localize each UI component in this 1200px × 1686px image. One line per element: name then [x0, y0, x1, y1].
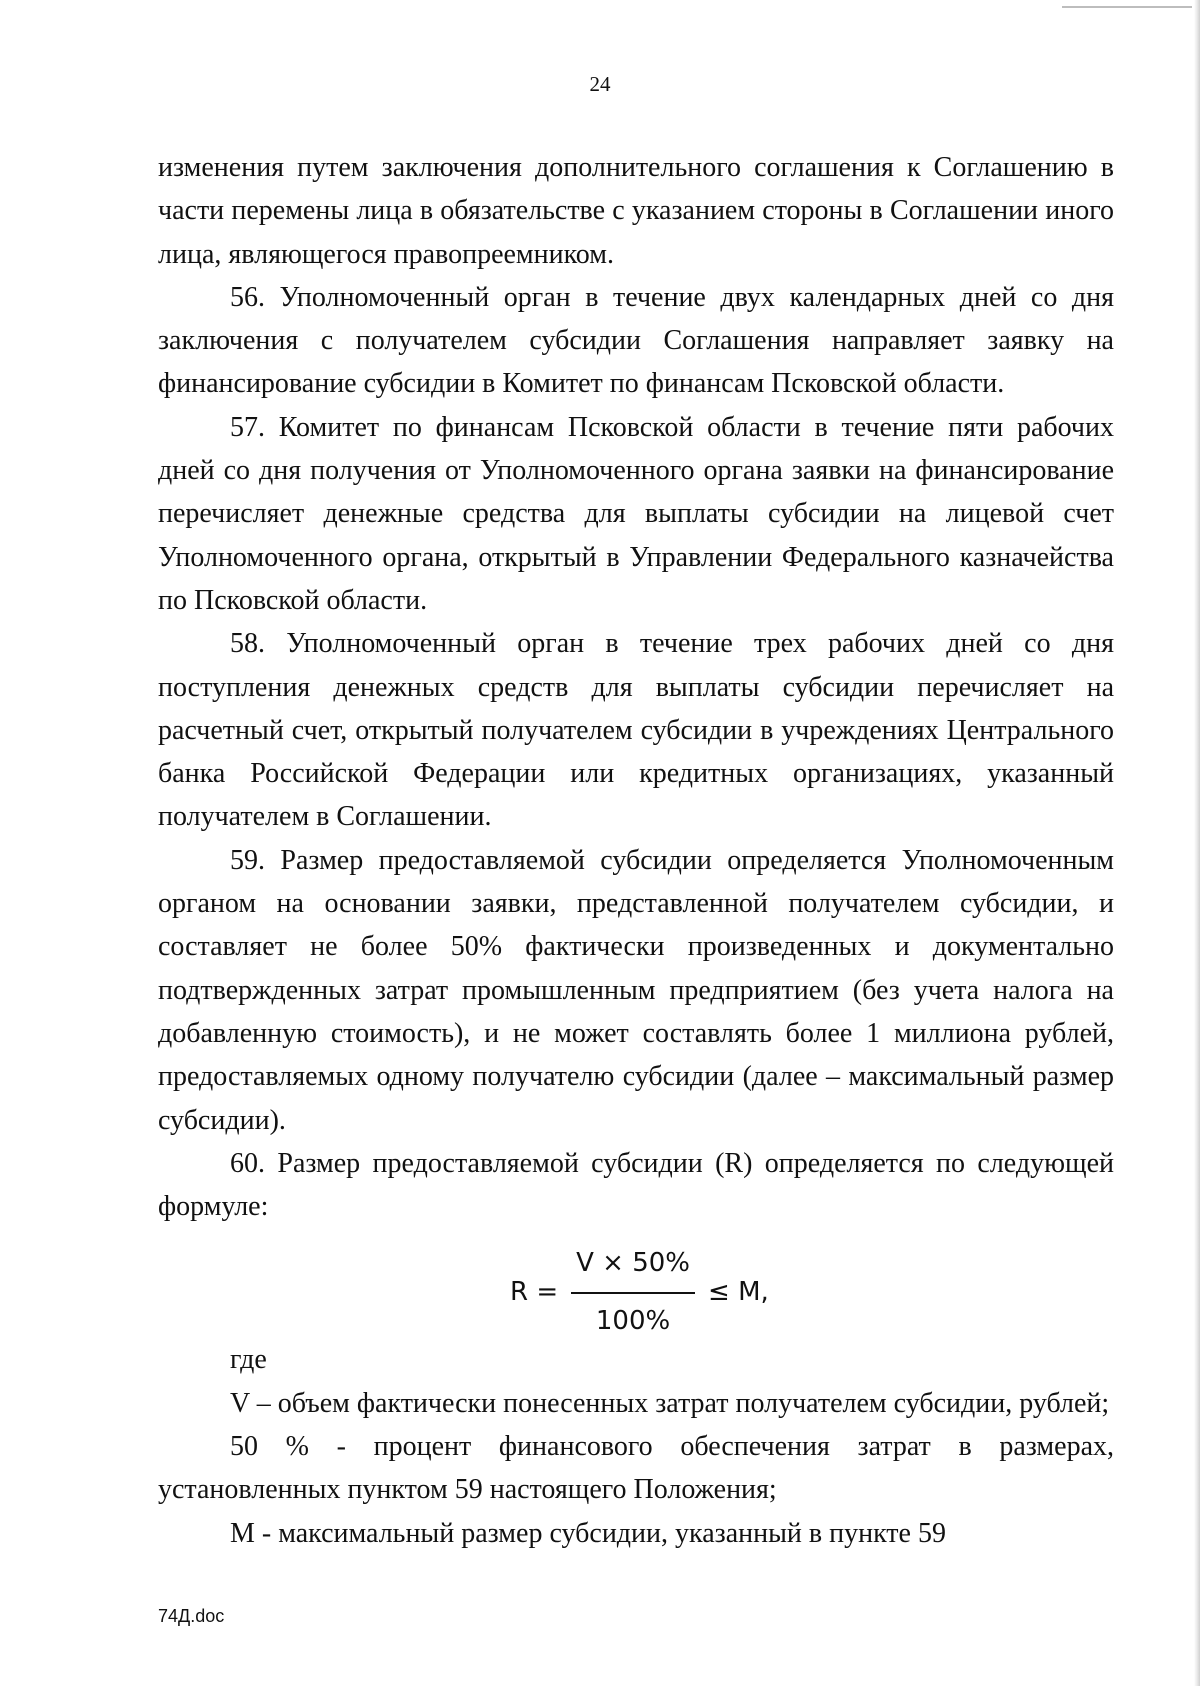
paragraph-58: 58. Уполномоченный орган в течение трех рабочих дней со дня поступления денежных средств для выплаты субсидии перечисляет на расчетный счет, открытый получателем субсидии в учреждениях Центрального банка Российской Федерации или кредитных организациях, указанный получателем в Соглашении.	[158, 628, 1114, 833]
page-number: 24	[589, 72, 611, 96]
definition-50-percent: 50 % - процент финансового обеспечения затрат в размерах, установленных пунктом 59 настоящего Положения;	[158, 1431, 1114, 1506]
scan-top-rule	[1062, 6, 1192, 8]
formula-numerator: V × 50%	[576, 1248, 691, 1279]
page-edge-shadow	[1194, 0, 1200, 1686]
definition-v: V – объем фактически понесенных затрат получателем субсидии, рублей;	[230, 1387, 1110, 1419]
paragraph-continuation: изменения путем заключения дополнительного соглашения к Соглашению в части перемены лица в обязательстве с указанием стороны в Соглашении иного лица, являющегося правопреемником.	[158, 152, 1114, 270]
where-label: где	[230, 1344, 267, 1376]
formula-fraction	[570, 1242, 696, 1343]
paragraph-59: 59. Размер предоставляемой субсидии определяется Уполномоченным органом на основании заявки, представленной получателем субсидии, и составляет не более 50% фактически произведенных и документально подтвержденных затрат промышленным предприятием (без учета налога на добавленную стоимость), и не может составлять более 1 миллиона рублей, предоставляемых одному получателю субсидии (далее – максимальный размер субсидии).	[158, 844, 1114, 1136]
formula-denominator: 100%	[595, 1305, 671, 1336]
formula-block	[158, 1228, 1114, 1338]
document-body	[158, 146, 1114, 1555]
paragraph-60: 60. Размер предоставляемой субсидии (R) определяется по следующей формуле:	[158, 1147, 1114, 1223]
formula-lhs: R =	[510, 1277, 559, 1308]
formula-rhs: ≤ M,	[708, 1277, 769, 1308]
paragraph-57: 57. Комитет по финансам Псковской области в течение пяти рабочих дней со дня получения от Уполномоченного органа заявки на финансирование перечисляет денежные средства для выплаты субсидии на лицевой счет Уполномоченного органа, открытый в Управлении Федерального казначейства по Псковской области.	[158, 411, 1114, 616]
footer-filename: 74Д.doc	[158, 1606, 225, 1626]
definition-m: М - максимальный размер субсидии, указанный в пункте 59	[230, 1517, 946, 1549]
paragraph-56: 56. Уполномоченный орган в течение двух календарных дней со дня заключения с получателем субсидии Соглашения направляет заявку на финансирование субсидии в Комитет по финансам Псковской области.	[158, 281, 1114, 400]
formula	[510, 1242, 769, 1343]
